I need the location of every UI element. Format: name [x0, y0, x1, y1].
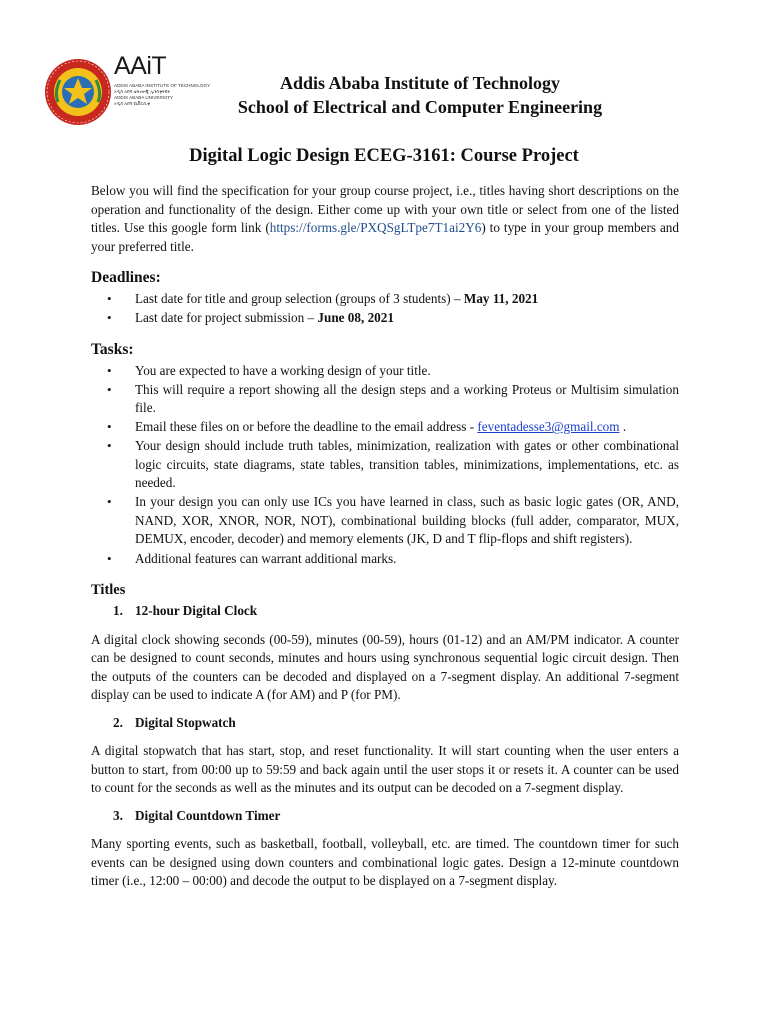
title-item-heading — [113, 602, 679, 621]
title-number: 1. — [113, 603, 123, 619]
deadlines-heading: Deadlines: — [91, 269, 161, 286]
logo-acronym: AAiT — [114, 52, 167, 80]
document-body — [91, 182, 679, 900]
title-number: 3. — [113, 807, 123, 823]
logo-line-4: አዲስ አበባ ዩኒቨርሲቲ — [114, 101, 150, 106]
logo-line-1: ADDIS ABABA INSTITUTE OF TECHNOLOGY — [114, 83, 211, 88]
task-item: • In your design you can only use ICs you have learned in class, such as basic logic gates (OR, AND, NAND, XOR, XNOR, NOR, NOT), combinational building blocks (full adder, comparator, MUX, DEMUX, encoder, decoder) and memory elements (JK, D and T flip-flops and shift registers). — [135, 493, 679, 549]
title-name: Digital Stopwatch — [135, 714, 236, 730]
task-item — [135, 418, 679, 437]
deadline-date: May 11, 2021 — [463, 291, 539, 306]
title-item-heading — [113, 714, 679, 733]
tasks-list — [91, 362, 679, 568]
school-name: School of Electrical and Computer Engineering — [237, 97, 603, 117]
deadlines-list — [91, 290, 679, 328]
task-text: Email these files on or before the deadline to the email address - — [135, 419, 478, 435]
google-form-link[interactable]: https://forms.gle/PXQSgLTpe7T1ai2Y6 — [269, 220, 482, 235]
task-item: • You are expected to have a working design of your title. — [135, 362, 679, 381]
task-item: • This will require a report showing all the design steps and a working Proteus or Multisim simulation file. — [135, 381, 679, 418]
logo-line-2: አዲስ አበባ ቴክኖሎጂ ኢንስቲትዩት — [114, 89, 171, 94]
title-name: 12-hour Digital Clock — [135, 603, 258, 619]
email-link[interactable]: feventadesse3@gmail.com — [477, 419, 620, 435]
tasks-heading: Tasks: — [91, 340, 134, 358]
title-item-heading — [113, 807, 679, 826]
deadline-text: Last date for project submission – — [135, 310, 318, 326]
title-description: A digital stopwatch that has start, stop, and reset functionality. It will start counting when the user enters a button to start, from 00:00 up to 59:59 and back again until the user stops it or resets it. A counter can be used to count for the seconds as well as the minutes and its output can be decoded on a 7-segment display. — [91, 743, 679, 796]
title-name: Digital Countdown Timer — [135, 807, 281, 823]
task-text-suffix: . — [619, 419, 627, 435]
titles-heading: Titles — [91, 582, 126, 599]
deadline-text: Last date for title and group selection (groups of 3 students) – — [135, 291, 464, 306]
intro-text-after: ) to type in your group members and your preferred title. — [91, 220, 679, 254]
title-description: Many sporting events, such as basketball, football, volleyball, etc. are timed. The countdown timer for such events can be designed using down counters and combinational logic gates. Design a 12-minute countdown timer (i.e., 12:00 – 00:00) and decode the output to be displayed on a 7-segment display. — [91, 836, 679, 889]
deadline-date: June 08, 2021 — [317, 310, 394, 326]
deadline-item — [135, 290, 679, 309]
title-description: A digital clock showing seconds (00-59), minutes (00-59), hours (01-12) and an AM/PM indicator. A counter can be designed to count seconds, minutes and hours using synchronous sequential logic circuit design. Then the outputs of the counters can be decoded and displayed on a 7-segment display. An additional 7-segment display can be used to indicate A (for AM) and P (for PM). — [91, 631, 679, 703]
task-item: • Your design should include truth tables, minimization, realization with gates or other combinational logic circuits, state diagrams, state tables, transition tables, minimizations, implementations, etc. as needed. — [135, 437, 679, 493]
document-title: Digital Logic Design ECEG-3161: Course Project — [189, 146, 579, 166]
institute-name: Addis Ababa Institute of Technology — [279, 73, 561, 93]
task-item: • Additional features can warrant additional marks. — [135, 550, 679, 569]
university-seal-icon — [44, 58, 112, 126]
title-number: 2. — [113, 714, 123, 730]
intro-text-before: Below you will find the specification for your group course project, i.e., titles having short descriptions on the operation and functionality of the design. Either come up with your own title or select from one of the listed titles. Use this google form link ( — [91, 183, 679, 235]
intro-paragraph — [91, 182, 679, 256]
logo-line-3: ADDIS ABABA UNIVERSITY — [114, 95, 173, 100]
deadline-item — [135, 309, 679, 328]
